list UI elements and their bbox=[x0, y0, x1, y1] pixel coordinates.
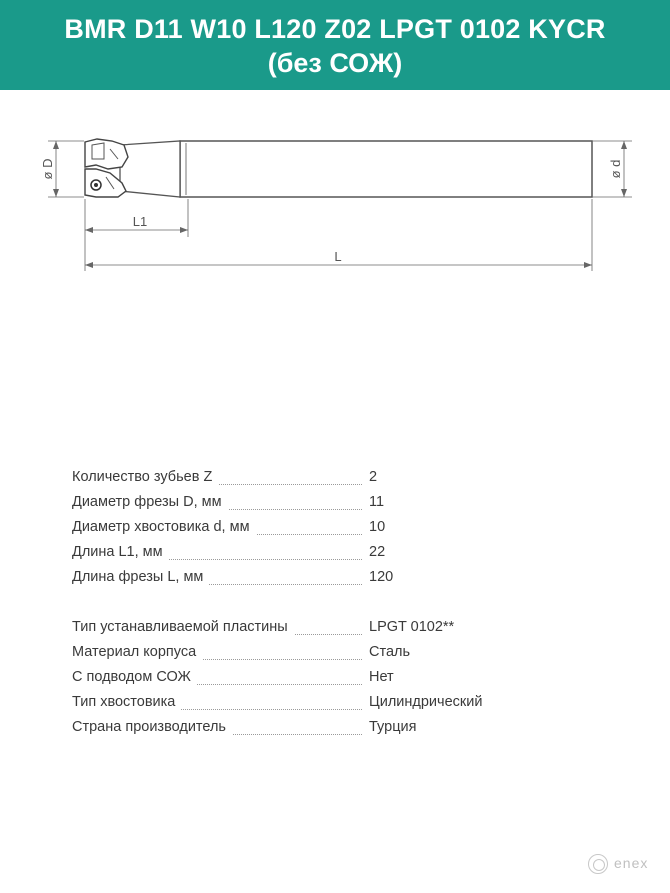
logo-text: enex bbox=[614, 855, 649, 871]
enex-logo-icon bbox=[588, 854, 608, 874]
spec-label: Диаметр хвостовика d, мм bbox=[72, 519, 256, 535]
spec-row-body-material bbox=[72, 644, 512, 669]
shank bbox=[180, 141, 592, 197]
enex-logo bbox=[588, 852, 662, 878]
spec-value: Турция bbox=[369, 719, 417, 735]
spec-value: Сталь bbox=[369, 644, 411, 660]
spec-row-diameter-d bbox=[72, 519, 512, 544]
spec-value: 11 bbox=[369, 494, 385, 510]
spec-value: LPGT 0102** bbox=[369, 619, 455, 635]
tool-drawing bbox=[0, 125, 670, 285]
title-banner bbox=[0, 0, 670, 90]
spec-label: Страна производитель bbox=[72, 719, 232, 735]
spec-label: Материал корпуса bbox=[72, 644, 202, 660]
dim-L1-label: L1 bbox=[132, 214, 148, 229]
spec-row-country bbox=[72, 719, 512, 744]
spec-value: Цилиндрический bbox=[369, 694, 483, 710]
spec-row-coolant bbox=[72, 669, 512, 694]
cutting-head bbox=[85, 139, 128, 169]
spec-row-teeth bbox=[72, 469, 512, 494]
spec-row-insert-type bbox=[72, 619, 512, 644]
dim-L-label: L bbox=[334, 249, 342, 264]
spec-row-length-L bbox=[72, 569, 512, 594]
dim-d-label: ø d bbox=[608, 159, 623, 179]
neck bbox=[120, 141, 180, 197]
spec-value: 22 bbox=[369, 544, 386, 560]
spec-row-diameter-D bbox=[72, 494, 512, 519]
spec-value: 2 bbox=[369, 469, 378, 485]
spec-label: Диаметр фрезы D, мм bbox=[72, 494, 228, 510]
spec-row-length-L1 bbox=[72, 544, 512, 569]
spacer bbox=[72, 594, 512, 619]
spec-label: Количество зубьев Z bbox=[72, 469, 218, 485]
spec-label: Длина L1, мм bbox=[72, 544, 169, 560]
dim-D-label: ø D bbox=[40, 158, 55, 180]
specs-table bbox=[72, 469, 512, 744]
spec-value: 10 bbox=[369, 519, 386, 535]
spec-label: Тип хвостовика bbox=[72, 694, 181, 710]
product-title: BMR D11 W10 L120 Z02 LPGT 0102 KYCR bbox=[64, 14, 606, 44]
spec-label: Тип устанавливаемой пластины bbox=[72, 619, 294, 635]
spec-label: Длина фрезы L, мм bbox=[72, 569, 209, 585]
spec-value: 120 bbox=[369, 569, 394, 585]
spec-label: С подводом СОЖ bbox=[72, 669, 197, 685]
product-subtitle: (без СОЖ) bbox=[267, 48, 403, 78]
spec-row-shank-type bbox=[72, 694, 512, 719]
spec-value: Нет bbox=[369, 669, 394, 685]
